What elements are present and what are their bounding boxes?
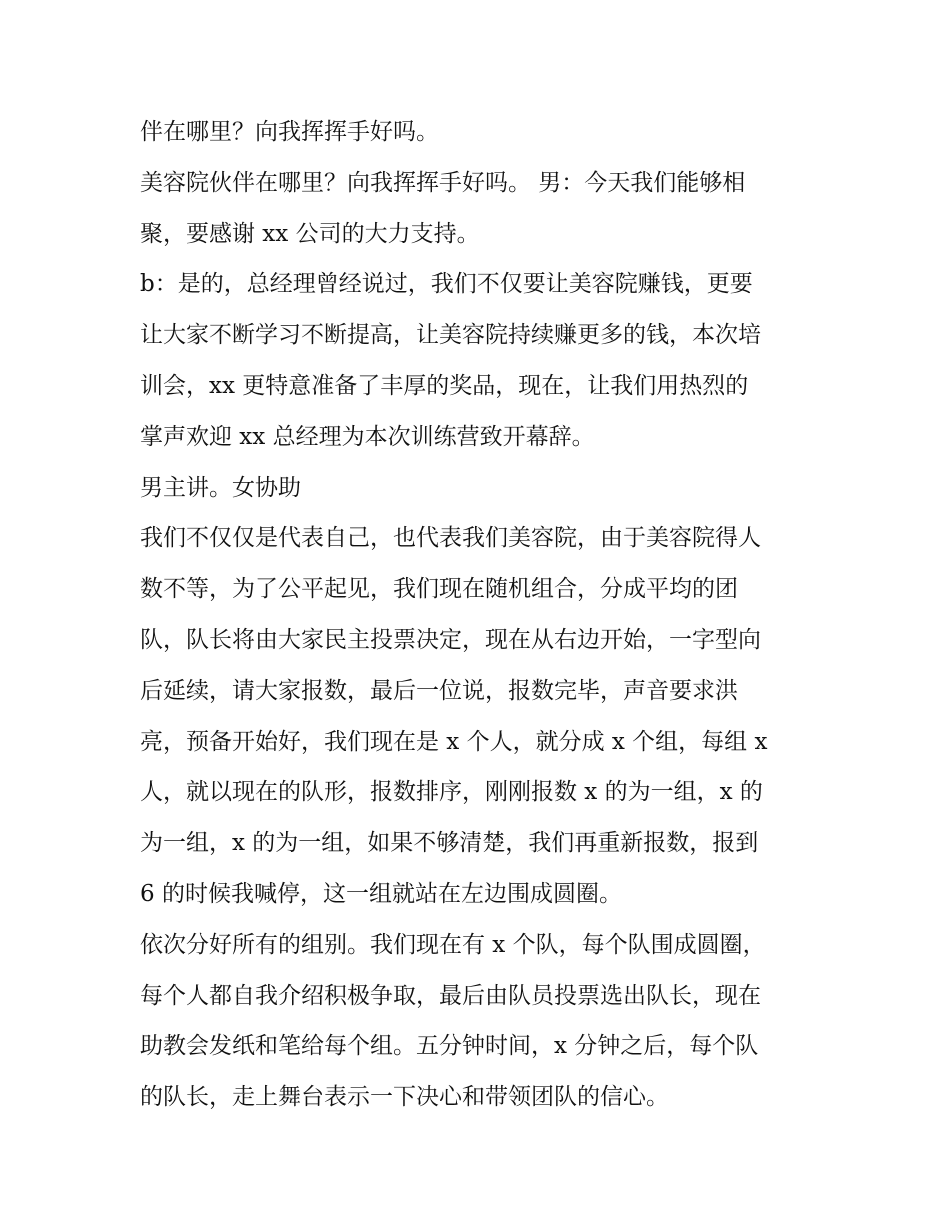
text-line: 每个人都自我介绍积极争取，最后由队员投票选出队长，现在	[140, 982, 761, 1009]
text-line: 人，就以现在的队形，报数排序，刚刚报数 x 的为一组，x 的	[140, 779, 763, 806]
text-line: 聚，要感谢 xx 公司的大力支持。	[140, 220, 480, 247]
text-line: 美容院伙伴在哪里？向我挥挥手好吗。 男：今天我们能够相	[140, 169, 746, 196]
text-line: 让大家不断学习不断提高，让美容院持续赚更多的钱，本次培	[140, 322, 761, 349]
text-line: 队，队长将由大家民主投票决定，现在从右边开始，一字型向	[140, 626, 761, 653]
text-line: 男主讲。女协助	[140, 474, 301, 501]
text-line: b：是的，总经理曾经说过，我们不仅要让美容院赚钱，更要	[140, 271, 753, 298]
text-line: 为一组，x 的为一组，如果不够清楚，我们再重新报数，报到	[140, 830, 759, 857]
text-line: 掌声欢迎 xx 总经理为本次训练营致开幕辞。	[140, 423, 595, 450]
document-body	[140, 107, 820, 1123]
text-line: 6 的时候我喊停，这一组就站在左边围成圆圈。	[140, 880, 622, 907]
text-line: 的队长，走上舞台表示一下决心和带领团队的信心。	[140, 1084, 669, 1111]
text-line: 亮，预备开始好，我们现在是 x 个人，就分成 x 个组，每组 x	[140, 728, 768, 755]
text-line: 数不等，为了公平起见，我们现在随机组合，分成平均的团	[140, 576, 738, 603]
text-line: 训会，xx 更特意准备了丰厚的奖品，现在，让我们用热烈的	[140, 372, 749, 399]
text-line: 伴在哪里？向我挥挥手好吗。	[140, 119, 439, 145]
text-line: 后延续，请大家报数，最后一位说，报数完毕，声音要求洪	[140, 677, 738, 704]
text-line: 助教会发纸和笔给每个组。五分钟时间，x 分钟之后，每个队	[140, 1033, 759, 1060]
text-line: 我们不仅仅是代表自己，也代表我们美容院，由于美容院得人	[140, 525, 761, 552]
text-line: 依次分好所有的组别。我们现在有 x 个队，每个队围成圆圈，	[140, 931, 766, 958]
